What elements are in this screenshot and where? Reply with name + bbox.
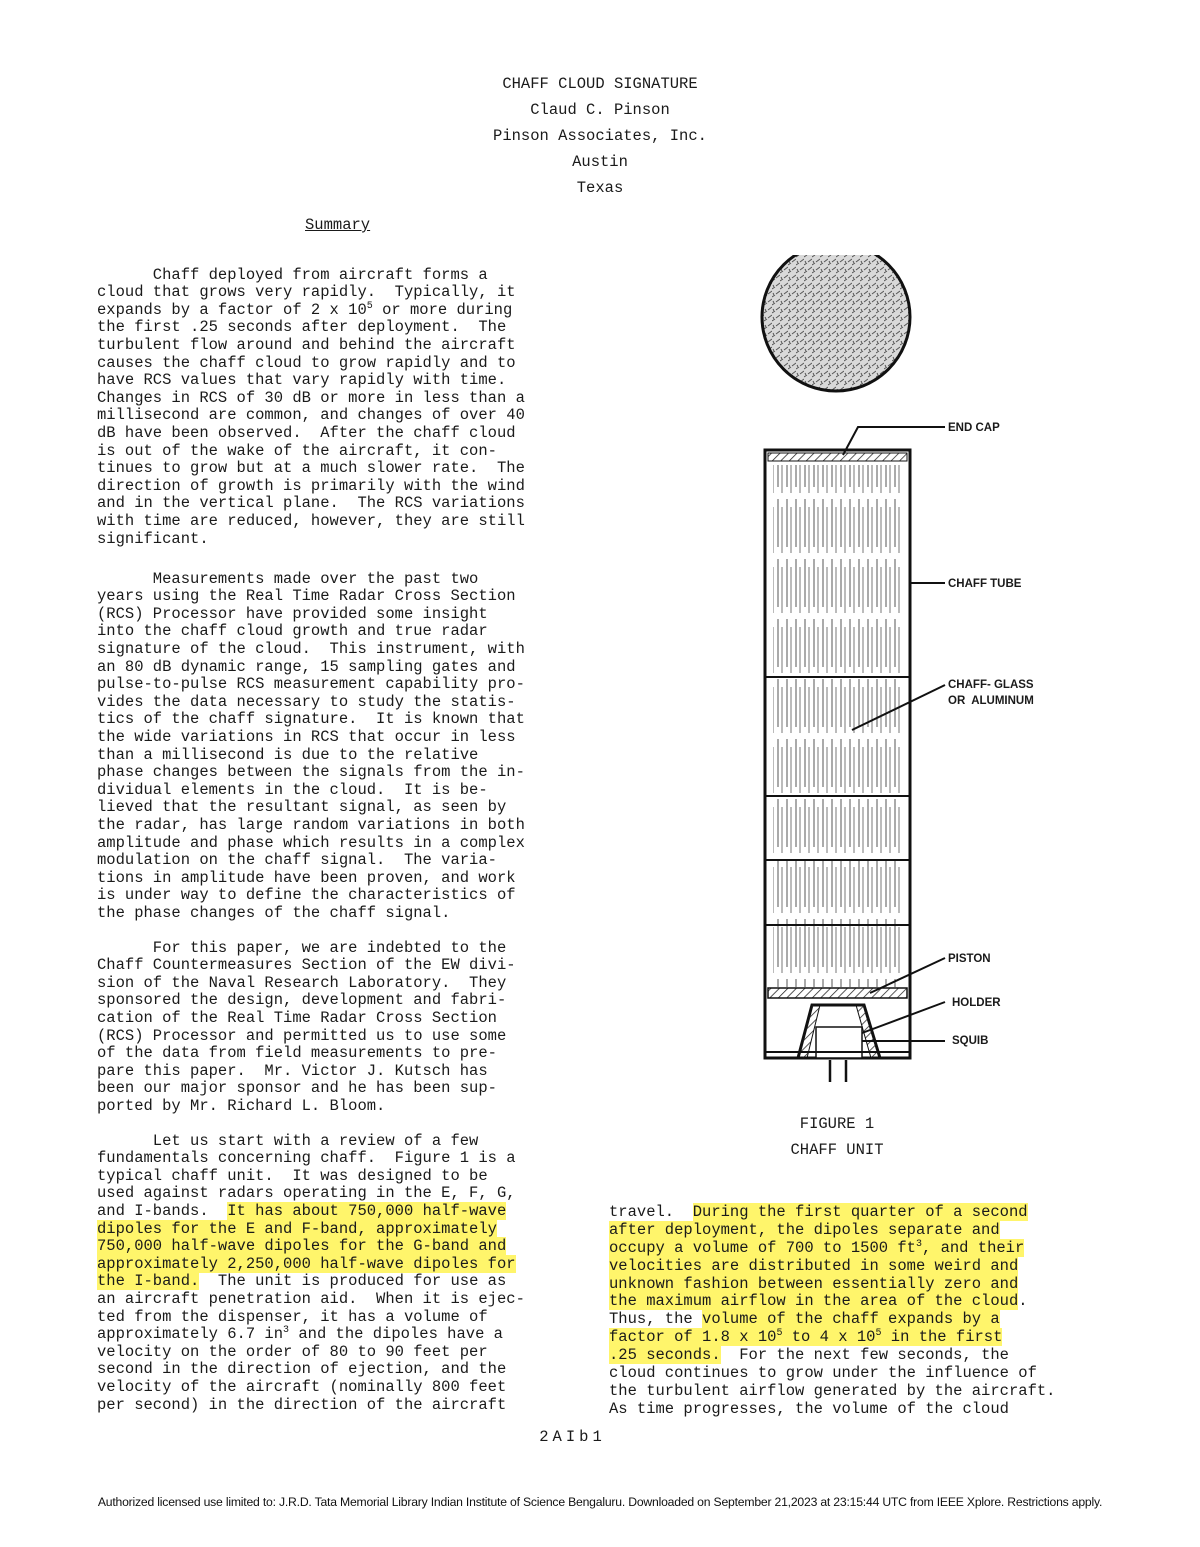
paragraph-3 [97,922,516,1133]
text-line: ted from the dispenser, it has a volume of [97,1307,488,1326]
text-line [97,302,525,320]
license-footer: Authorized licensed use limited to: J.R.D. Tata Memorial Library Indian Institute of Science Bengaluru. Downloaded on September 21,2023 at 23:15:44 UTC from IEEE Xplore. Restrictions apply. [97,1495,1103,1509]
text-line: with time are reduced, however, they are still [97,511,525,530]
text-line: sion of the Naval Research Laboratory. They [97,973,507,992]
text-fragment: . [1018,1292,1028,1311]
text-line: direction of growth is primarily with the wind [97,476,525,495]
text-line: velocity of the aircraft (nominally 800 feet [97,1377,507,1396]
text-line [609,1240,1055,1258]
chaff-unit-figure [740,255,1060,1095]
text-fragment: occupy a volume of 700 to 1500 ft [609,1238,916,1257]
text-line: significant. [97,529,209,548]
text-line: For this paper, we are indebted to the [97,938,507,957]
author-state: Texas [576,179,624,197]
label-holder: HOLDER [952,997,1001,1009]
text-line: (RCS) Processor and permitted us to use some [97,1026,507,1045]
text-line: lieved that the resultant signal, as seen by [97,798,507,817]
squib-block [816,1027,862,1058]
highlighted-text: volume of the chaff expands by a [702,1310,1000,1329]
text-line: causes the chaff cloud to grow rapidly and to [97,353,516,372]
text-line: dB have been observed. After the chaff cloud [97,423,516,442]
text-line [609,1204,1055,1222]
text-line: second in the direction of ejection, and the [97,1360,507,1379]
text-line: Measurements made over the past two [97,569,479,588]
text-line: ported by Mr. Richard L. Bloom. [97,1096,386,1115]
text-line: Changes in RCS of 30 dB or more in less than a [97,388,525,407]
text-line [609,1258,1055,1276]
text-line [97,1221,525,1239]
text-line [609,1329,1055,1347]
text-line: cation of the Real Time Radar Cross Section [97,1008,497,1027]
author-city: Austin [572,153,628,171]
text-line: phase changes between the signals from the in- [97,763,525,782]
text-line: pare this paper. Mr. Victor J. Kutsch has [97,1061,488,1080]
dipole-fill [773,465,902,987]
text-line: velocity on the order of 80 to 90 feet per [97,1342,488,1361]
text-line [97,1256,525,1274]
end-view-circle [762,255,910,391]
text-fragment: , and their [921,1238,1025,1257]
highlighted-text: the I-band. [97,1272,200,1291]
highlighted-text [609,1328,1002,1346]
text-line: typical chaff unit. It was designed to be [97,1166,488,1185]
text-line: dividual elements in the cloud. It is be- [97,780,488,799]
highlighted-text [609,1239,1024,1257]
summary-heading: Summary [305,216,371,234]
text-line: the radar, has large random variations in both [97,815,525,834]
superscript: 5 [776,1328,783,1340]
text-line: signature of the cloud. This instrument, with [97,639,525,658]
label-piston: PISTON [948,953,991,965]
text-line: turbulent flow around and behind the aircraft [97,335,516,354]
paragraph-2 [97,553,525,940]
text-fragment: expands by a factor of 2 x 10 [97,300,367,319]
text-line [609,1293,1055,1311]
text-fragment: factor of 1.8 x 10 [609,1328,777,1347]
text-line [97,1203,525,1221]
text-line: an 80 dB dynamic range, 15 sampling gates and [97,657,516,676]
highlighted-text: .25 seconds. [609,1346,721,1365]
superscript: 5 [366,300,373,312]
text-fragment: and the dipoles have a [289,1325,503,1344]
text-line: pulse-to-pulse RCS measurement capability pro- [97,675,525,694]
highlighted-text: During the first quarter of a second [692,1202,1028,1221]
end-cap-bar [768,453,907,461]
text-line [609,1311,1055,1329]
text-line: Let us start with a review of a few [97,1131,479,1150]
text-line: (RCS) Processor have provided some insight [97,604,488,623]
text-line: amplitude and phase which results in a complex [97,833,525,852]
highlighted-text: dipoles for the E and F-band, approximately [97,1219,497,1238]
figure-caption-number: FIGURE 1 [799,1115,875,1133]
text-line: Chaff Countermeasures Section of the EW divi- [97,956,516,975]
text-line: cloud continues to grow under the influence of [609,1364,1037,1383]
text-line: and in the vertical plane. The RCS variations [97,494,525,513]
highlighted-text: velocities are distributed in some weird and [609,1256,1019,1275]
text-line: have RCS values that vary rapidly with time. [97,371,507,390]
page-number: 2AIb1 [539,1428,606,1446]
text-fragment: approximately 6.7 in [97,1325,284,1344]
text-line: is out of the wake of the aircraft, it con- [97,441,497,460]
label-chaff-material: CHAFF- GLASS OR ALUMINUM [948,679,1034,707]
superscript: 3 [915,1238,922,1250]
text-line: than a millisecond is due to the relative [97,745,479,764]
author-name: Claud C. Pinson [530,101,670,119]
right-column-text [609,1186,1055,1437]
text-fragment: travel. [609,1202,693,1221]
text-line: the turbulent airflow generated by the aircraft. [609,1381,1056,1400]
text-fragment: Thus, the [609,1310,703,1329]
text-line: the first .25 seconds after deployment. The [97,318,507,337]
text-line: of the data from field measurements to pre- [97,1044,497,1063]
text-fragment: and I-bands. [97,1201,228,1220]
author-affiliation: Pinson Associates, Inc. [493,127,707,145]
text-line [97,1326,525,1344]
text-line: tics of the chaff signature. It is known that [97,710,525,729]
text-fragment: or more during [372,300,513,319]
text-line [97,1238,525,1256]
highlighted-text: after deployment, the dipoles separate and [609,1220,1000,1239]
highlighted-text: It has about 750,000 half-wave [227,1201,507,1220]
highlighted-text: the maximum airflow in the area of the cloud [609,1292,1019,1311]
text-line [609,1347,1055,1365]
label-chaff-tube: CHAFF TUBE [948,578,1022,590]
text-line [609,1276,1055,1294]
text-line: tinues to grow but at a much slower rate. The [97,459,525,478]
text-line: the wide variations in RCS that occur in less [97,727,516,746]
text-fragment: For the next few seconds, the [720,1346,1009,1365]
highlighted-text: 750,000 half-wave dipoles for the G-band and [97,1237,507,1256]
text-line: years using the Real Time Radar Cross Section [97,587,516,606]
paragraph-4 [97,1115,525,1432]
text-line: tions in amplitude have been proven, and work [97,868,516,887]
text-fragment: in the first [881,1328,1003,1347]
text-fragment: The unit is produced for use as [199,1272,507,1291]
text-line: modulation on the chaff signal. The varia- [97,851,497,870]
text-line: Chaff deployed from aircraft forms a [97,265,488,284]
text-line: used against radars operating in the E, F, G, [97,1184,516,1203]
text-line: per second) in the direction of the aircraft [97,1395,507,1414]
text-line: fundamentals concerning chaff. Figure 1 is a [97,1149,516,1168]
text-line: into the chaff cloud growth and true radar [97,622,488,641]
piston-bar [768,988,907,998]
text-line: As time progresses, the volume of the cloud [609,1399,1009,1418]
superscript: 3 [283,1324,290,1336]
highlighted-text: approximately 2,250,000 half-wave dipoles for [97,1254,516,1273]
text-line: vides the data necessary to study the statis- [97,692,516,711]
text-line: been our major sponsor and he has been sup- [97,1079,497,1098]
text-line: is under way to define the characteristics of [97,886,516,905]
paragraph-1 [97,249,525,566]
text-line [97,1273,525,1291]
text-line [609,1222,1055,1240]
figure-caption-title: CHAFF UNIT [790,1141,884,1159]
paper-title: CHAFF CLOUD SIGNATURE [502,75,698,93]
text-line: millisecond are common, and changes of over 40 [97,406,525,425]
text-line: sponsored the design, development and fabri- [97,991,507,1010]
text-line: an aircraft penetration aid. When it is ejec- [97,1289,525,1308]
label-end-cap: END CAP [948,422,1000,434]
text-fragment: to 4 x 10 [782,1328,876,1347]
text-line: cloud that grows very rapidly. Typically, it [97,283,516,302]
label-squib: SQUIB [952,1035,989,1047]
highlighted-text: unknown fashion between essentially zero and [609,1274,1019,1293]
text-line: the phase changes of the chaff signal. [97,903,451,922]
superscript: 5 [875,1328,882,1340]
